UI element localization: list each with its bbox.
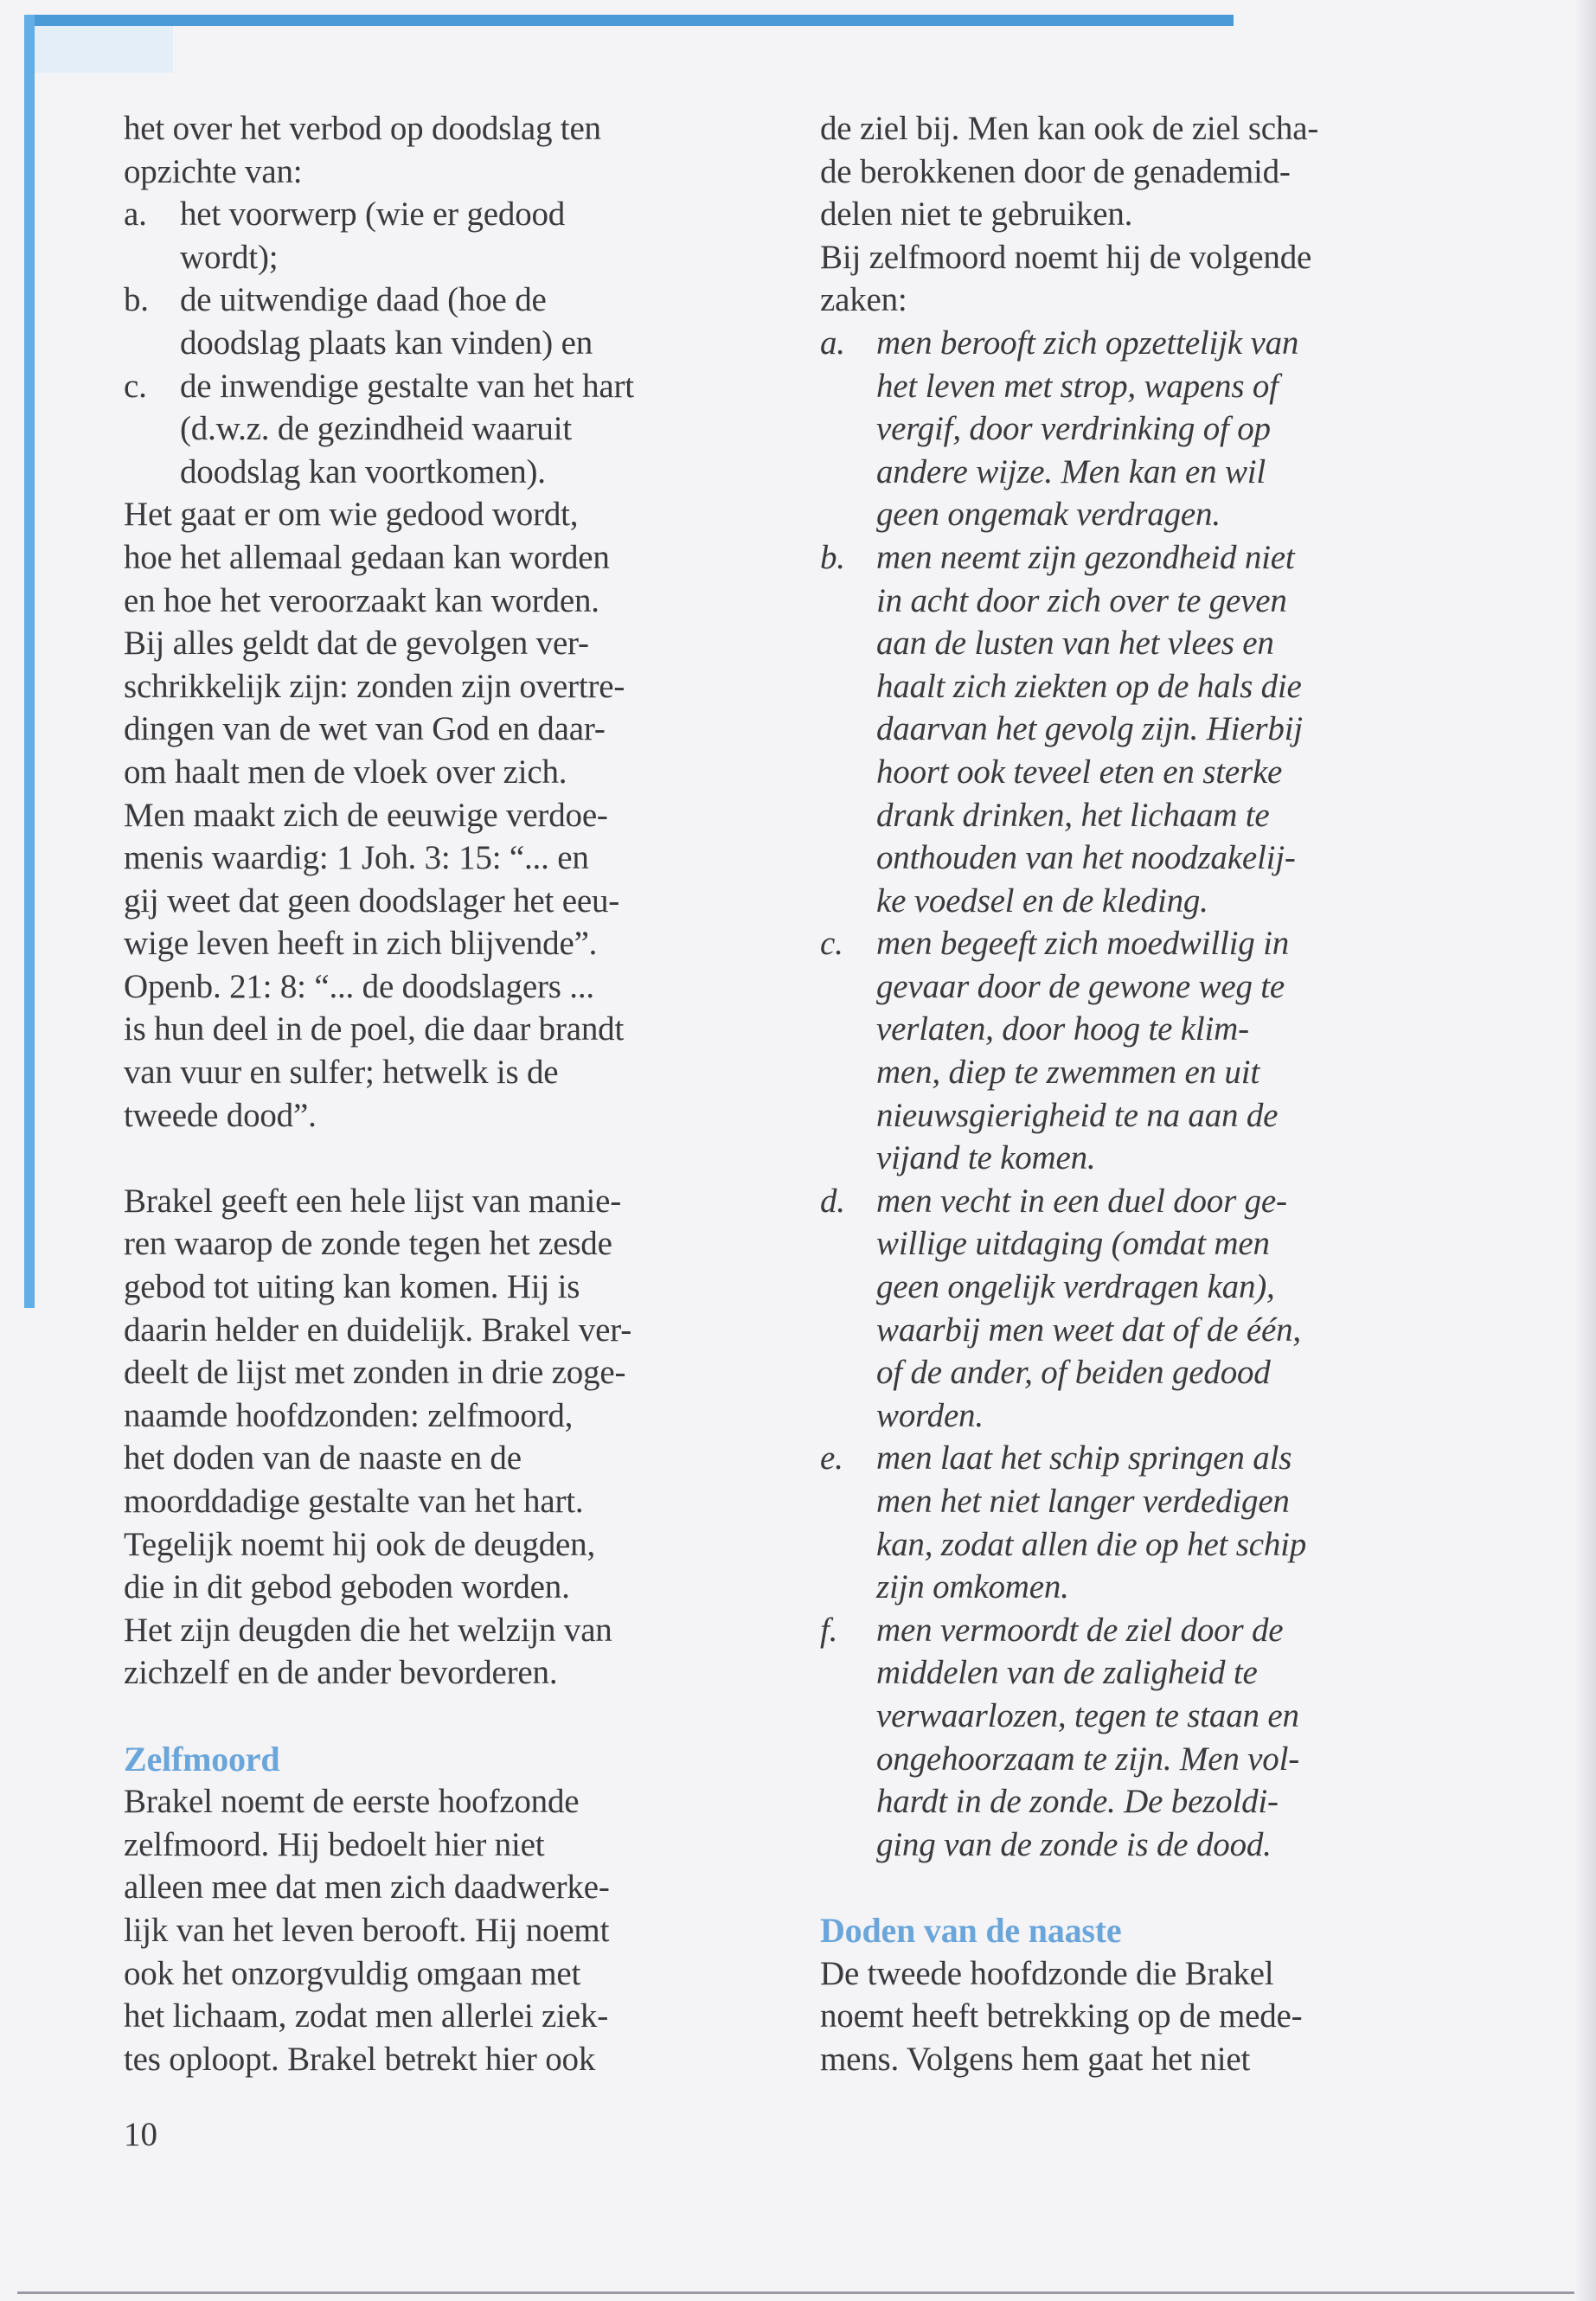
text-line: Men maakt zich de eeuwige verdoe-: [124, 796, 608, 834]
list-continuation-line: [820, 1394, 1477, 1438]
list-marker: b.: [820, 538, 845, 576]
list-continuation-line: [820, 1094, 1477, 1138]
text-line: delen niet te gebruiken.: [820, 195, 1133, 234]
left-accent-bar: [24, 15, 35, 1308]
list-text: geen ongelijk verdragen kan),: [876, 1268, 1275, 1306]
list-text: aan de lusten van het vlees en: [876, 625, 1274, 663]
list-marker: c.: [124, 367, 147, 405]
list-item-line: [820, 1437, 1477, 1480]
text-line: is hun deel in de poel, die daar brandt: [124, 1010, 625, 1048]
list-text: ging van de zonde is de dood.: [876, 1825, 1272, 1863]
list-continuation-line: [820, 365, 1477, 408]
list-text: men vecht in een duel door ge-: [876, 1182, 1287, 1220]
list-text: ongehoorzaam te zijn. Men vol-: [876, 1740, 1300, 1778]
text-line: noemt heeft betrekking op de mede-: [820, 1997, 1303, 2035]
text-line: Brakel noemt de eerste hoofzonde: [124, 1783, 580, 1821]
list-continuation-line: [820, 1566, 1477, 1609]
left-text-column: [124, 107, 781, 2080]
text-line: deelt de lijst met zonden in drie zoge-: [124, 1354, 626, 1392]
text-line: dingen van de wet van God en daar-: [124, 710, 606, 748]
list-item-line: [124, 193, 781, 236]
list-item-line: [124, 365, 781, 408]
list-continuation-line: [820, 1051, 1477, 1094]
list-continuation-line: [820, 665, 1477, 708]
list-item-line: [820, 922, 1477, 965]
list-text: verlaten, door hoog te klim-: [876, 1010, 1249, 1048]
list-text: waarbij men weet dat of de één,: [876, 1311, 1301, 1349]
list-continuation-line: [124, 322, 781, 365]
list-text: men het niet langer verdedigen: [876, 1483, 1290, 1520]
text-line: het doden van de naaste en de: [124, 1439, 522, 1477]
text-line: lijk van het leven berooft. Hij noemt: [124, 1911, 610, 1949]
list-text: doodslag plaats kan vinden) en: [180, 324, 593, 362]
list-marker: e.: [820, 1439, 843, 1477]
list-text: de inwendige gestalte van het hart: [180, 367, 634, 405]
list-marker: f.: [820, 1611, 838, 1649]
list-continuation-line: [820, 751, 1477, 794]
list-continuation-line: [820, 1780, 1477, 1823]
text-line: tweede dood”.: [124, 1096, 317, 1134]
page-edge-shadow: [1575, 0, 1596, 2301]
text-line: van vuur en sulfer; hetwelk is de: [124, 1054, 559, 1092]
list-continuation-line: [820, 880, 1477, 923]
top-accent-bar: [24, 15, 1234, 26]
text-line: schrikkelijk zijn: zonden zijn overtre-: [124, 667, 625, 705]
list-marker: a.: [124, 195, 147, 234]
list-text: drank drinken, het lichaam te: [876, 796, 1270, 834]
list-continuation-line: [820, 1651, 1477, 1695]
list-item-line: [820, 536, 1477, 580]
text-line: Brakel geeft een hele lijst van manie-: [124, 1182, 621, 1220]
page-number: 10: [124, 2116, 157, 2153]
list-text: vergif, door verdrinking of op: [876, 410, 1271, 448]
list-item-line: [124, 279, 781, 322]
list-text: men begeeft zich moedwillig in: [876, 925, 1290, 963]
list-continuation-line: [820, 1309, 1477, 1352]
text-line: die in dit gebod geboden worden.: [124, 1568, 570, 1606]
text-line: Bij zelfmoord noemt hij de volgende: [820, 238, 1312, 276]
list-item-line: [820, 1609, 1477, 1652]
text-line: gij weet dat geen doodslager het eeu-: [124, 881, 620, 920]
blank-line: [124, 1695, 781, 1738]
text-line: De tweede hoofdzonde die Brakel: [820, 1954, 1274, 1992]
text-line: het lichaam, zodat men allerlei ziek-: [124, 1997, 608, 2035]
list-continuation-line: [820, 1823, 1477, 1867]
list-text: nieuwsgierigheid te na aan de: [876, 1096, 1279, 1134]
list-text: het voorwerp (wie er gedood: [180, 195, 566, 234]
list-text: kan, zodat allen die op het schip: [876, 1525, 1307, 1563]
text-line: Openb. 21: 8: “... de doodslagers ...: [124, 967, 594, 1005]
list-marker: b.: [124, 281, 149, 319]
list-text: of de ander, of beiden gedood: [876, 1354, 1271, 1392]
list-text: andere wijze. Men kan en wil: [876, 452, 1266, 490]
text-line: Het zijn deugden die het welzijn van: [124, 1611, 612, 1649]
text-line: het over het verbod op doodslag ten: [124, 110, 601, 147]
text-line: menis waardig: 1 Joh. 3: 15: “... en: [124, 839, 589, 877]
text-line: zichzelf en de ander bevorderen.: [124, 1654, 558, 1692]
list-continuation-line: [820, 622, 1477, 665]
list-text: (d.w.z. de gezindheid waaruit: [180, 410, 572, 448]
list-text: men vermoordt de ziel door de: [876, 1611, 1284, 1649]
list-text: de uitwendige daad (hoe de: [180, 281, 547, 319]
list-continuation-line: [820, 1351, 1477, 1394]
corner-tint-block: [35, 26, 173, 73]
right-text-column: [820, 107, 1477, 2080]
text-line: tes oploopt. Brakel betrekt hier ook: [124, 2040, 596, 2078]
list-continuation-line: [820, 1523, 1477, 1567]
list-continuation-line: [820, 1695, 1477, 1738]
list-marker: d.: [820, 1182, 845, 1220]
list-continuation-line: [820, 1008, 1477, 1051]
text-line: Het gaat er om wie gedood wordt,: [124, 496, 579, 534]
list-continuation-line: [820, 580, 1477, 623]
list-continuation-line: [820, 1738, 1477, 1781]
list-text: gevaar door de gewone weg te: [876, 967, 1285, 1005]
list-continuation-line: [820, 794, 1477, 837]
list-continuation-line: [124, 407, 781, 451]
list-continuation-line: [820, 1137, 1477, 1180]
list-marker: a.: [820, 324, 845, 362]
text-line: om haalt men de vloek over zich.: [124, 753, 567, 791]
list-text: worden.: [876, 1396, 984, 1434]
list-text: ke voedsel en de kleding.: [876, 881, 1208, 920]
text-line: Bij alles geldt dat de gevolgen ver-: [124, 625, 589, 663]
list-text: doodslag kan voortkomen).: [180, 452, 546, 490]
list-text: zijn omkomen.: [876, 1568, 1069, 1606]
list-continuation-line: [820, 1222, 1477, 1266]
text-line: opzichte van:: [124, 152, 303, 190]
text-line: ren waarop de zonde tegen het zesde: [124, 1225, 612, 1263]
text-line: gebod tot uiting kan komen. Hij is: [124, 1268, 580, 1306]
list-continuation-line: [820, 493, 1477, 536]
text-line: moorddadige gestalte van het hart.: [124, 1483, 584, 1520]
list-continuation-line: [820, 1480, 1477, 1523]
list-text: het leven met strop, wapens of: [876, 367, 1279, 405]
list-marker: c.: [820, 925, 843, 963]
text-line: alleen mee dat men zich daadwerke-: [124, 1868, 610, 1907]
text-line: Tegelijk noemt hij ook de deugden,: [124, 1525, 596, 1563]
list-text: willige uitdaging (omdat men: [876, 1225, 1270, 1263]
list-text: men laat het schip springen als: [876, 1439, 1292, 1477]
list-text: vijand te komen.: [876, 1139, 1096, 1177]
section-heading: Zelfmoord: [124, 1739, 280, 1779]
text-line: ook het onzorgvuldig omgaan met: [124, 1954, 581, 1992]
list-item-line: [820, 322, 1477, 365]
list-continuation-line: [820, 1266, 1477, 1309]
list-text: men berooft zich opzettelijk van: [876, 324, 1299, 362]
text-line: daarin helder en duidelijk. Brakel ver-: [124, 1311, 632, 1349]
list-continuation-line: [820, 407, 1477, 451]
list-text: haalt zich ziekten op de hals die: [876, 667, 1302, 705]
list-continuation-line: [124, 451, 781, 494]
list-text: middelen van de zaligheid te: [876, 1654, 1258, 1692]
text-line: en hoe het veroorzaakt kan worden.: [124, 581, 599, 619]
blank-line: [124, 1137, 781, 1180]
page-bottom-edge: [17, 2291, 1574, 2294]
list-text: men neemt zijn gezondheid niet: [876, 538, 1295, 576]
list-text: daarvan het gevolg zijn. Hierbij: [876, 710, 1303, 748]
list-text: geen ongemak verdragen.: [876, 496, 1221, 534]
text-line: hoe het allemaal gedaan kan worden: [124, 538, 610, 576]
list-continuation-line: [820, 836, 1477, 880]
list-text: verwaarlozen, tegen te staan en: [876, 1696, 1299, 1734]
list-continuation-line: [124, 236, 781, 279]
list-item-line: [820, 1180, 1477, 1223]
list-continuation-line: [820, 965, 1477, 1009]
list-text: onthouden van het noodzakelij-: [876, 839, 1296, 877]
text-line: zelfmoord. Hij bedoelt hier niet: [124, 1825, 545, 1863]
text-line: de ziel bij. Men kan ook de ziel scha-: [820, 110, 1319, 147]
list-text: in acht door zich over te geven: [876, 581, 1287, 619]
text-line: zaken:: [820, 281, 907, 319]
list-text: men, diep te zwemmen en uit: [876, 1054, 1259, 1092]
list-text: hoort ook teveel eten en sterke: [876, 753, 1283, 791]
text-line: naamde hoofdzonden: zelfmoord,: [124, 1396, 574, 1434]
list-text: hardt in de zonde. De bezoldi-: [876, 1783, 1279, 1821]
section-heading: Doden van de naaste: [820, 1910, 1122, 1950]
list-text: wordt);: [180, 238, 279, 276]
list-continuation-line: [820, 451, 1477, 494]
text-line: mens. Volgens hem gaat het niet: [820, 2040, 1251, 2078]
text-line: wige leven heeft in zich blijvende”.: [124, 925, 598, 963]
text-line: de berokkenen door de genademid-: [820, 152, 1291, 190]
blank-line: [820, 1866, 1477, 1909]
list-continuation-line: [820, 708, 1477, 751]
